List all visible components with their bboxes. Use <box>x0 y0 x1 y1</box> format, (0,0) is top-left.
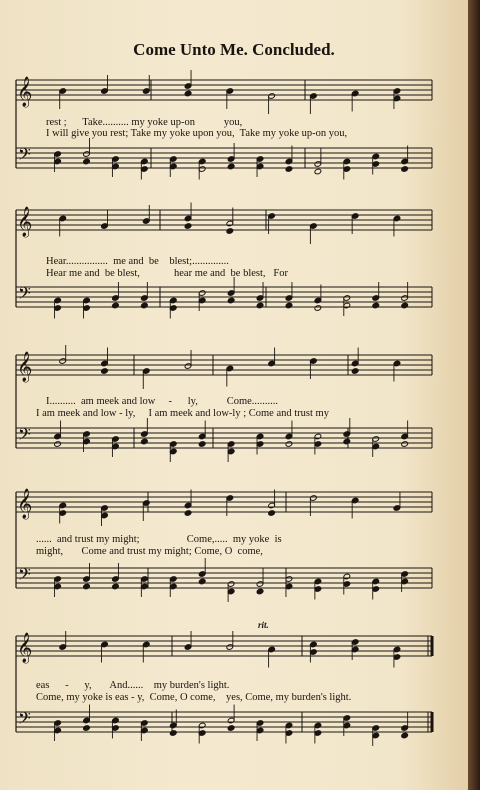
treble-clef-icon: 𝄞 <box>17 633 33 663</box>
lyric-line: might, Come and trust my might; Come, O come, <box>36 546 263 557</box>
lyric-line: Hear................ me and be blest;.............. <box>46 256 229 267</box>
page-title: Come Unto Me. Concluded. <box>133 40 335 59</box>
note-head <box>351 368 359 375</box>
note-head <box>227 163 235 170</box>
note-head <box>314 168 322 175</box>
note-head <box>256 588 264 595</box>
note-head <box>141 438 149 445</box>
note-head <box>141 302 149 309</box>
ritardando-marking: rit. <box>258 620 269 630</box>
note-head <box>401 441 409 448</box>
bass-clef-icon: 𝄢 <box>18 564 31 588</box>
treble-clef-icon: 𝄞 <box>17 489 33 519</box>
note-head <box>226 228 234 235</box>
note-head <box>83 725 91 732</box>
lyric-line: rest ; Take.......... my yoke up-on you, <box>46 117 243 128</box>
note-head <box>256 302 264 309</box>
note-head <box>198 441 206 448</box>
note-head <box>184 90 192 97</box>
lyric-line: I am meek and low - ly, I am meek and low-ly ; Come and trust my <box>36 408 329 419</box>
note-head <box>184 223 192 230</box>
note-head <box>343 438 351 445</box>
note-head <box>285 302 293 309</box>
lyric-line: I will give you rest; Take my yoke upon you, Take my yoke up-on you, <box>46 128 348 139</box>
note-head <box>285 166 293 173</box>
note-head <box>401 302 409 309</box>
note-head <box>372 302 380 309</box>
note-head <box>285 441 293 448</box>
bass-clef-icon: 𝄢 <box>18 144 31 168</box>
note-head <box>198 578 206 585</box>
note-head <box>184 510 192 517</box>
lyric-line: Hear me and be blest, hear me and be blest, For <box>46 268 289 279</box>
lyric-line: eas - y, And...... my burden's light. <box>36 680 230 691</box>
bass-clef-icon: 𝄢 <box>18 283 31 307</box>
note-head <box>112 302 120 309</box>
lyric-line: ...... and trust my might; Come,..... my yoke is <box>36 534 282 545</box>
bass-clef-icon: 𝄢 <box>18 708 31 732</box>
note-head <box>227 297 235 304</box>
treble-clef-icon: 𝄞 <box>17 352 33 382</box>
lyric-line: Come, my yoke is eas - y, Come, O come, yes, Come, my burden's light. <box>36 692 352 703</box>
note-head <box>268 510 276 517</box>
lyric-line: I.......... am meek and low - ly, Come.......... <box>46 396 279 407</box>
note-head <box>54 441 62 448</box>
treble-clef-icon: 𝄞 <box>17 207 33 237</box>
note-head <box>83 583 91 590</box>
note-head <box>169 730 177 737</box>
note-head <box>112 583 120 590</box>
note-head <box>314 305 322 312</box>
treble-clef-icon: 𝄞 <box>17 77 33 107</box>
note-head <box>101 368 109 375</box>
bass-clef-icon: 𝄢 <box>18 424 31 448</box>
note-head <box>401 166 409 173</box>
book-spine <box>468 0 480 790</box>
note-head <box>227 725 235 732</box>
note-head <box>83 158 91 165</box>
note-head <box>401 732 409 739</box>
